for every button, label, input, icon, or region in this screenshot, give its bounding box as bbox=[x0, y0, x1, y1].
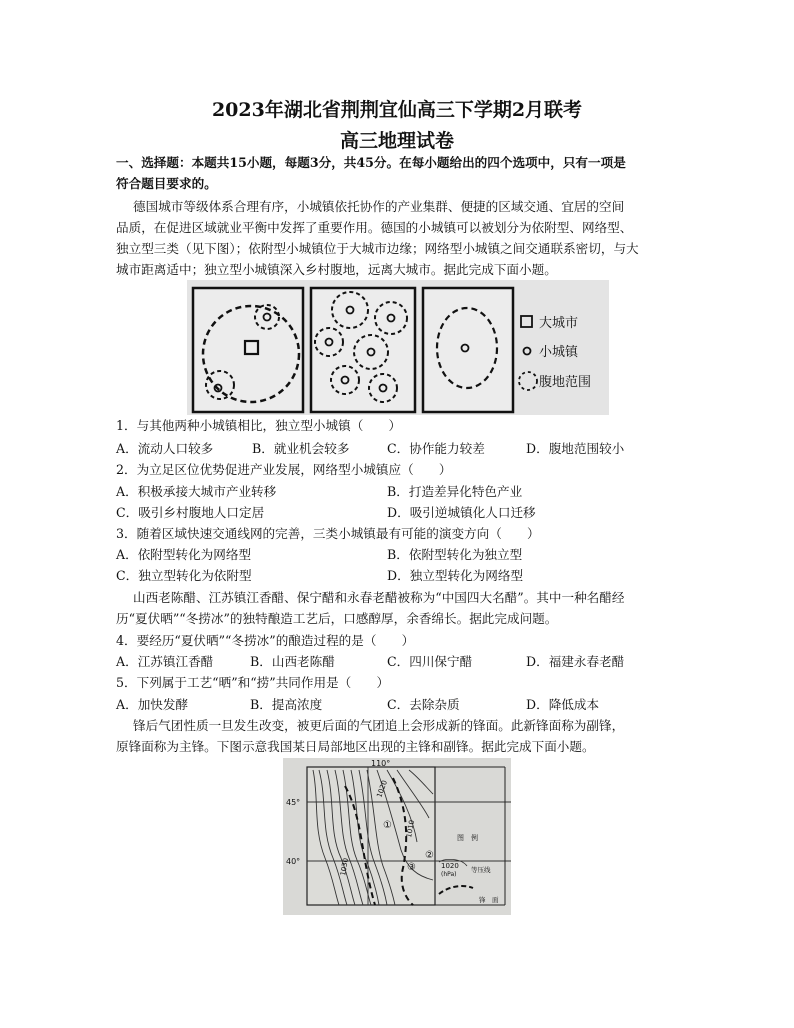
question-1-option-a[interactable]: A．流动人口较多 bbox=[116, 441, 214, 456]
question-5-stem: 5．下列属于工艺“晒”和“捞”共同作用是（ ） bbox=[116, 675, 390, 690]
question-1-option-c[interactable]: C．协作能力较差 bbox=[387, 441, 485, 456]
question-5-option-c[interactable]: C．去除杂质 bbox=[387, 697, 460, 712]
question-2-option-c[interactable]: C．吸引乡村腹地人口定居 bbox=[116, 505, 265, 520]
latitude-45-label: 45° bbox=[286, 798, 301, 807]
legend-isobar-label: 等压线 bbox=[471, 866, 491, 874]
town-type-figure bbox=[187, 280, 609, 419]
question-3-option-b[interactable]: B．依附型转化为独立型 bbox=[387, 547, 523, 562]
isobar-1020-label: 1020 bbox=[375, 779, 389, 799]
question-5-option-d[interactable]: D．降低成本 bbox=[526, 697, 600, 712]
passage1-line4: 城市距离适中；独立型小城镇深入乡村腹地，远离大城市。据此完成下面小题。 bbox=[116, 262, 557, 277]
latitude-40-label: 40° bbox=[286, 857, 301, 866]
exam-title: 2023年湖北省荆荆宜仙高三下学期2月联考 bbox=[211, 99, 583, 121]
passage3-line1: 锋后气团性质一旦发生改变，被更后面的气团追上会形成新的锋面。此新锋面称为副锋， bbox=[133, 718, 625, 733]
question-4-option-c[interactable]: C．四川保宁醋 bbox=[387, 654, 473, 669]
marker-3: ③ bbox=[407, 862, 416, 873]
legend-unit: (hPa) bbox=[441, 871, 457, 878]
question-3-option-c[interactable]: C．独立型转化为依附型 bbox=[116, 568, 252, 583]
question-1-option-d[interactable]: D．腹地范围较小 bbox=[526, 441, 625, 456]
passage1-line1: 德国城市等级体系合理有序，小城镇依托协作的产业集群、便捷的区域交通、宜居的空间 bbox=[133, 199, 625, 214]
question-4-option-b[interactable]: B．山西老陈醋 bbox=[250, 654, 335, 669]
legend-value: 1020 bbox=[441, 862, 459, 870]
marker-2: ② bbox=[425, 850, 434, 861]
passage1-line2: 品质，在促进区域就业平衡中发挥了重要作用。德国的小城镇可以被划分为依附型、网络型、 bbox=[116, 220, 633, 235]
legend-hinterland-label: 腹地范围 bbox=[539, 375, 592, 390]
legend-front-label: 锋 面 bbox=[479, 896, 499, 904]
question-2-stem: 2．为立足区位优势促进产业发展，网络型小城镇应（ ） bbox=[116, 462, 452, 477]
question-1-stem: 1．与其他两种小城镇相比，独立型小城镇（ ） bbox=[116, 418, 402, 433]
passage2-line1: 山西老陈醋、江苏镇江香醋、保宁醋和永春老醋被称为“中国四大名醋”。其中一种名醋经 bbox=[133, 590, 625, 605]
legend-small-town-label: 小城镇 bbox=[539, 345, 579, 360]
marker-1: ① bbox=[383, 820, 392, 831]
isobar-1030-label: 1030 bbox=[339, 857, 351, 877]
passage2-line2: 历“夏伏晒”“冬捞冰”的独特酿造工艺后，口感醇厚，余香绵长。据此完成问题。 bbox=[116, 611, 558, 626]
isobar-1010-label: 1010 bbox=[405, 819, 417, 839]
question-2-option-b[interactable]: B．打造差异化特色产业 bbox=[387, 484, 523, 499]
question-4-option-d[interactable]: D．福建永春老醋 bbox=[526, 654, 625, 669]
question-5-option-b[interactable]: B．提高浓度 bbox=[250, 697, 323, 712]
legend-title: 图 例 bbox=[457, 834, 478, 842]
question-1-option-b[interactable]: B．就业机会较多 bbox=[252, 441, 350, 456]
section-heading-line1: 一、选择题：本题共15小题，每题3分，共45分。在每小题给出的四个选项中，只有一项是 bbox=[116, 155, 626, 170]
question-2-option-d[interactable]: D．吸引逆城镇化人口迁移 bbox=[387, 505, 536, 520]
section-heading-line2: 符合题目要求的。 bbox=[116, 176, 217, 191]
question-3-stem: 3．随着区域快速交通线网的完善，三类小城镇最有可能的演变方向（ ） bbox=[116, 526, 540, 541]
question-3-option-d[interactable]: D．独立型转化为网络型 bbox=[387, 568, 524, 583]
question-4-stem: 4．要经历“夏伏晒”“冬捞冰”的酿造过程的是（ ） bbox=[116, 633, 415, 648]
longitude-110-label: 110° bbox=[371, 759, 391, 768]
legend-big-city-label: 大城市 bbox=[539, 316, 579, 331]
front-isobar-map bbox=[283, 758, 511, 919]
exam-subtitle: 高三地理试卷 bbox=[339, 130, 454, 152]
question-3-option-a[interactable]: A．依附型转化为网络型 bbox=[116, 547, 252, 562]
passage3-line2: 原锋面称为主锋。下图示意我国某日局部地区出现的主锋和副锋。据此完成下面小题。 bbox=[116, 739, 595, 754]
question-5-option-a[interactable]: A．加快发酵 bbox=[116, 697, 189, 712]
question-4-option-a[interactable]: A．江苏镇江香醋 bbox=[116, 654, 214, 669]
passage1-line3: 独立型三类（见下图）；依附型小城镇位于大城市边缘；网络型小城镇之间交通联系密切，与大 bbox=[116, 241, 639, 256]
question-2-option-a[interactable]: A．积极承接大城市产业转移 bbox=[116, 484, 277, 499]
